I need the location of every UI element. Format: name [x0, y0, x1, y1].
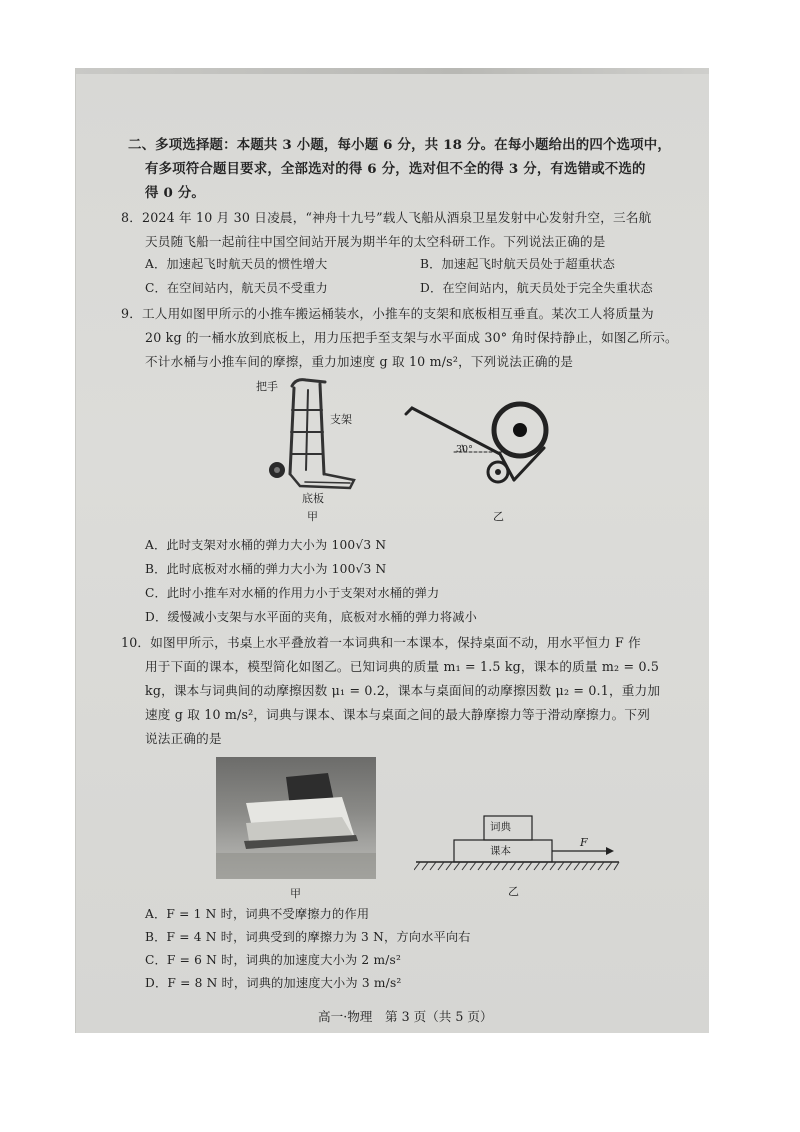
tilted-truck-figure [402, 400, 562, 495]
q10-option-c: C．F = 6 N 时，词典的加速度大小为 2 m/s² [145, 953, 402, 967]
page-footer: 高一·物理 第 3 页（共 5 页） [318, 1009, 493, 1024]
figure-9-jia-label: 甲 [307, 510, 318, 523]
q10-option-d: D．F = 8 N 时，词典的加速度大小为 3 m/s² [145, 976, 402, 990]
figure-9-yi-label: 乙 [493, 510, 504, 523]
q8-stem-line1: 8．2024 年 10 月 30 日凌晨，“神舟十九号”载人飞船从酒泉卫星发射中心发射升空，三名航 [121, 210, 652, 225]
q10-option-a: A．F = 1 N 时，词典不受摩擦力的作用 [145, 907, 370, 921]
section-header-line1: 二、多项选择题：本题共 3 小题，每小题 6 分，共 18 分。在每小题给出的四个选项中， [128, 137, 671, 153]
q9-option-a: A．此时支架对水桶的弹力大小为 100√3 N [145, 538, 387, 552]
q10-option-b: B．F = 4 N 时，词典受到的摩擦力为 3 N，方向水平向右 [145, 930, 471, 944]
label-dictionary: 词典 [490, 821, 511, 833]
figure-10-yi-label: 乙 [508, 885, 519, 898]
label-30-degree: 30° [456, 444, 473, 455]
section-header-line2: 有多项符合题目要求，全部选对的得 6 分，选对但不全的得 3 分，有选错或不选的 [145, 161, 646, 177]
label-base: 底板 [302, 492, 324, 505]
q9-stem-line1: 9．工人用如图甲所示的小推车搬运桶装水，小推车的支架和底板相互垂直。某次工人将质量为 [121, 306, 654, 321]
block-diagram [414, 808, 624, 878]
q8-stem-line2: 天员随飞船一起前往中国空间站开展为期半年的太空科研工作。下列说法正确的是 [145, 234, 606, 249]
q9-stem-line2: 20 kg 的一桶水放到底板上，用力压把手至支架与水平面成 30° 角时保持静止，如图乙所示。 [145, 330, 678, 345]
books-photo [216, 757, 376, 879]
q8-option-d: D．在空间站内，航天员处于完全失重状态 [420, 281, 653, 295]
q10-stem-line3: kg，课本与词典间的动摩擦因数 μ₁ = 0.2，课本与桌面间的动摩擦因数 μ₂ = 0.1，重力加 [145, 683, 661, 698]
label-textbook: 课本 [490, 845, 511, 857]
figure-10-jia-label: 甲 [290, 887, 301, 900]
section-header-line3: 得 0 分。 [145, 185, 206, 201]
label-handle: 把手 [256, 380, 278, 393]
q10-stem-line5: 说法正确的是 [145, 731, 222, 746]
q8-option-c: C．在空间站内，航天员不受重力 [145, 281, 328, 295]
q9-stem-line3: 不计水桶与小推车间的摩擦，重力加速度 g 取 10 m/s²，下列说法正确的是 [145, 354, 574, 369]
q10-stem-line1: 10．如图甲所示，书桌上水平叠放着一本词典和一本课本，保持桌面不动，用水平恒力 F 作 [121, 635, 641, 650]
label-frame: 支架 [330, 413, 352, 426]
q10-stem-line2: 用于下面的课本，模型简化如图乙。已知词典的质量 m₁ = 1.5 kg，课本的质量 m₂ = 0.5 [145, 659, 660, 674]
q8-option-b: B．加速起飞时航天员处于超重状态 [420, 257, 615, 271]
q9-option-d: D．缓慢减小支架与水平面的夹角，底板对水桶的弹力将减小 [145, 610, 478, 624]
page-top-edge [76, 68, 709, 74]
q9-option-b: B．此时底板对水桶的弹力大小为 100√3 N [145, 562, 387, 576]
q10-stem-line4: 速度 g 取 10 m/s²，词典与课本、课本与桌面之间的最大静摩擦力等于滑动摩擦力。下列 [145, 707, 650, 722]
q9-option-c: C．此时小推车对水桶的作用力小于支架对水桶的弹力 [145, 586, 440, 600]
label-force-f: F [580, 836, 588, 849]
q8-option-a: A．加速起飞时航天员的惯性增大 [145, 257, 328, 271]
